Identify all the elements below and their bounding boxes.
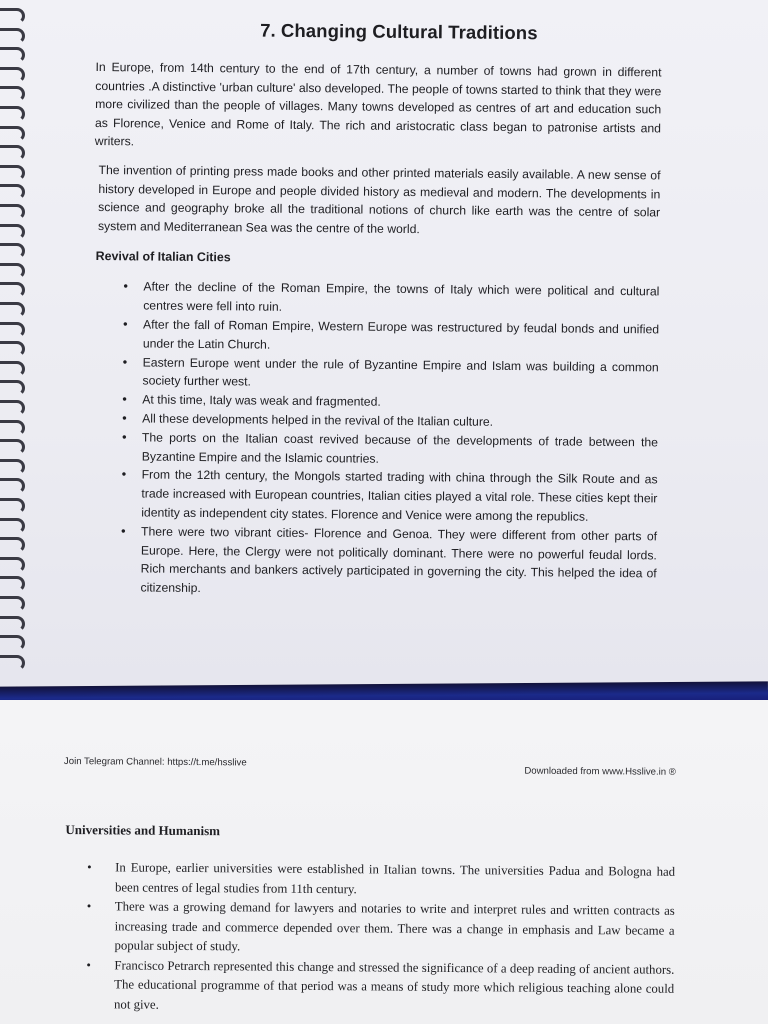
- bullet-icon: •: [122, 410, 127, 426]
- spiral-ring: [0, 576, 25, 592]
- spiral-ring: [0, 478, 25, 494]
- revival-bullet-list: [90, 277, 659, 602]
- list-item: [86, 956, 674, 1019]
- spiral-ring: [0, 616, 25, 632]
- list-item: [123, 278, 659, 321]
- spiral-ring: [0, 341, 25, 357]
- bullet-icon: •: [122, 316, 128, 332]
- list-item: [122, 353, 658, 396]
- page-header: [64, 756, 676, 783]
- spiral-ring: [0, 498, 25, 514]
- spiral-ring: [0, 145, 25, 161]
- section-heading-revival: Revival of Italian Cities: [95, 249, 231, 265]
- spiral-ring: [0, 204, 25, 220]
- spiral-ring: [0, 8, 25, 24]
- spiral-ring: [0, 380, 25, 396]
- list-item-text: Eastern Europe went under the rule of Byzantine Empire and Islam was building a common society further west.: [142, 354, 659, 389]
- list-item-text: After the decline of the Roman Empire, the towns of Italy which were political and cultural centres were fell into ruin.: [143, 279, 660, 314]
- bullet-icon: •: [123, 278, 129, 294]
- spiral-ring: [0, 459, 25, 475]
- bullet-icon: •: [121, 522, 126, 539]
- section-heading-universities: Universities and Humanism: [65, 822, 221, 839]
- spiral-ring: [0, 439, 25, 455]
- spiral-ring: [0, 47, 25, 63]
- universities-bullet-list: [62, 858, 675, 1019]
- spiral-ring: [0, 126, 25, 142]
- bullet-icon: •: [121, 466, 127, 482]
- bullet-icon: •: [122, 391, 127, 407]
- bullet-icon: •: [86, 899, 92, 914]
- list-item-text: From the 12th century, the Mongols started trading with china through the Silk Route and as trade increased with European countries, Italian cities played a vital role. These cities kept their identity as independent city states. Florence and Venice were among the republics.: [141, 467, 658, 524]
- spiral-ring: [0, 302, 25, 318]
- bullet-icon: •: [121, 428, 127, 445]
- list-item-text: There was a growing demand for lawyers and notaries to write and interpret rules and written contracts as increasing trade and commerce depended over them. There was a change in emphasis and Law became a popular subject of study.: [114, 899, 675, 954]
- spiral-ring: [0, 282, 25, 298]
- spiral-ring: [0, 537, 25, 553]
- list-item-text: Francisco Petrarch represented this change and stressed the significance of a deep reading of ancient authors. The educational programme of that period was a means of study more which religious teaching alone could not give.: [113, 957, 675, 1012]
- spiral-ring: [0, 322, 25, 338]
- spiral-ring: [0, 400, 25, 416]
- list-item-text: After the fall of Roman Empire, Western Europe was restructured by feudal bonds and unified under the Latin Church.: [142, 317, 660, 352]
- list-item: [121, 466, 658, 528]
- bullet-icon: •: [86, 957, 91, 972]
- list-item-text: At this time, Italy was weak and fragmented.: [142, 392, 381, 409]
- telegram-channel-note: Join Telegram Channel: https://t.me/hsslive: [63, 756, 247, 769]
- list-item: [120, 522, 657, 602]
- list-item: [87, 858, 675, 902]
- spiral-ring: [0, 635, 25, 651]
- spiral-ring: [0, 86, 25, 102]
- list-item-text: All these developments helped in the revival of the Italian culture.: [142, 411, 494, 429]
- list-item: [123, 315, 659, 358]
- bullet-icon: •: [122, 353, 128, 369]
- spiral-binding: [0, 0, 30, 690]
- spiral-ring: [0, 518, 25, 534]
- spiral-ring: [0, 557, 25, 573]
- lower-page-content: [62, 756, 676, 1019]
- spiral-ring: [0, 420, 25, 436]
- spiral-ring: [0, 106, 25, 122]
- spiral-ring: [0, 243, 25, 259]
- printing-press-paragraph: The invention of printing press made books and other printed materials easily available. A new sense of history developed in Europe and people divided history as medieval and modern. The developments in science and geography broke all the traditional notions of church like earth was the centre of solar system and Mediterranean Sea was the centre of the world.: [97, 163, 661, 236]
- list-item-text: In Europe, earlier universities were established in Italian towns. The universities Padua and Bologna had been centres of legal studies from 11th century.: [114, 860, 676, 896]
- spiral-ring: [0, 361, 25, 377]
- list-item: [86, 897, 674, 960]
- spiral-ring: [0, 67, 25, 83]
- spiral-ring: [0, 655, 25, 671]
- bullet-icon: •: [87, 860, 92, 875]
- spiral-ring: [0, 224, 25, 240]
- list-item: [122, 428, 658, 471]
- list-item-text: There were two vibrant cities- Florence and Genoa. They were different from other parts of Europe. Here, the Clergy were not politically dominant. There were no powerful feudal lords. Rich merchants and bankers actively participated in governing the city. This helped the idea of citizenship.: [140, 524, 658, 596]
- upper-page-content: [90, 18, 662, 602]
- list-item-text: The ports on the Italian coast revived because of the developments of trade between the Byzantine Empire and the Islamic countries.: [141, 430, 659, 466]
- spiral-ring: [0, 263, 25, 279]
- chapter-title: 7. Changing Cultural Traditions: [260, 19, 538, 44]
- intro-paragraph: In Europe, from 14th century to the end of 17th century, a number of towns had grown in different countries .A distinctive 'urban culture' also developed. The people of towns started to think that they were more civilized than the people of villages. Many towns developed as centres of art and education such as Florence, Venice and Rome of Italy. The rich and aristocratic class began to patronise artists and writers.: [94, 59, 662, 149]
- spiral-ring: [0, 596, 25, 612]
- spiral-ring: [0, 184, 25, 200]
- spiral-ring: [0, 165, 25, 181]
- download-source-note: Downloaded from www.Hsslive.in ®: [524, 765, 676, 778]
- lower-page: [0, 700, 768, 1024]
- spiral-ring: [0, 28, 25, 44]
